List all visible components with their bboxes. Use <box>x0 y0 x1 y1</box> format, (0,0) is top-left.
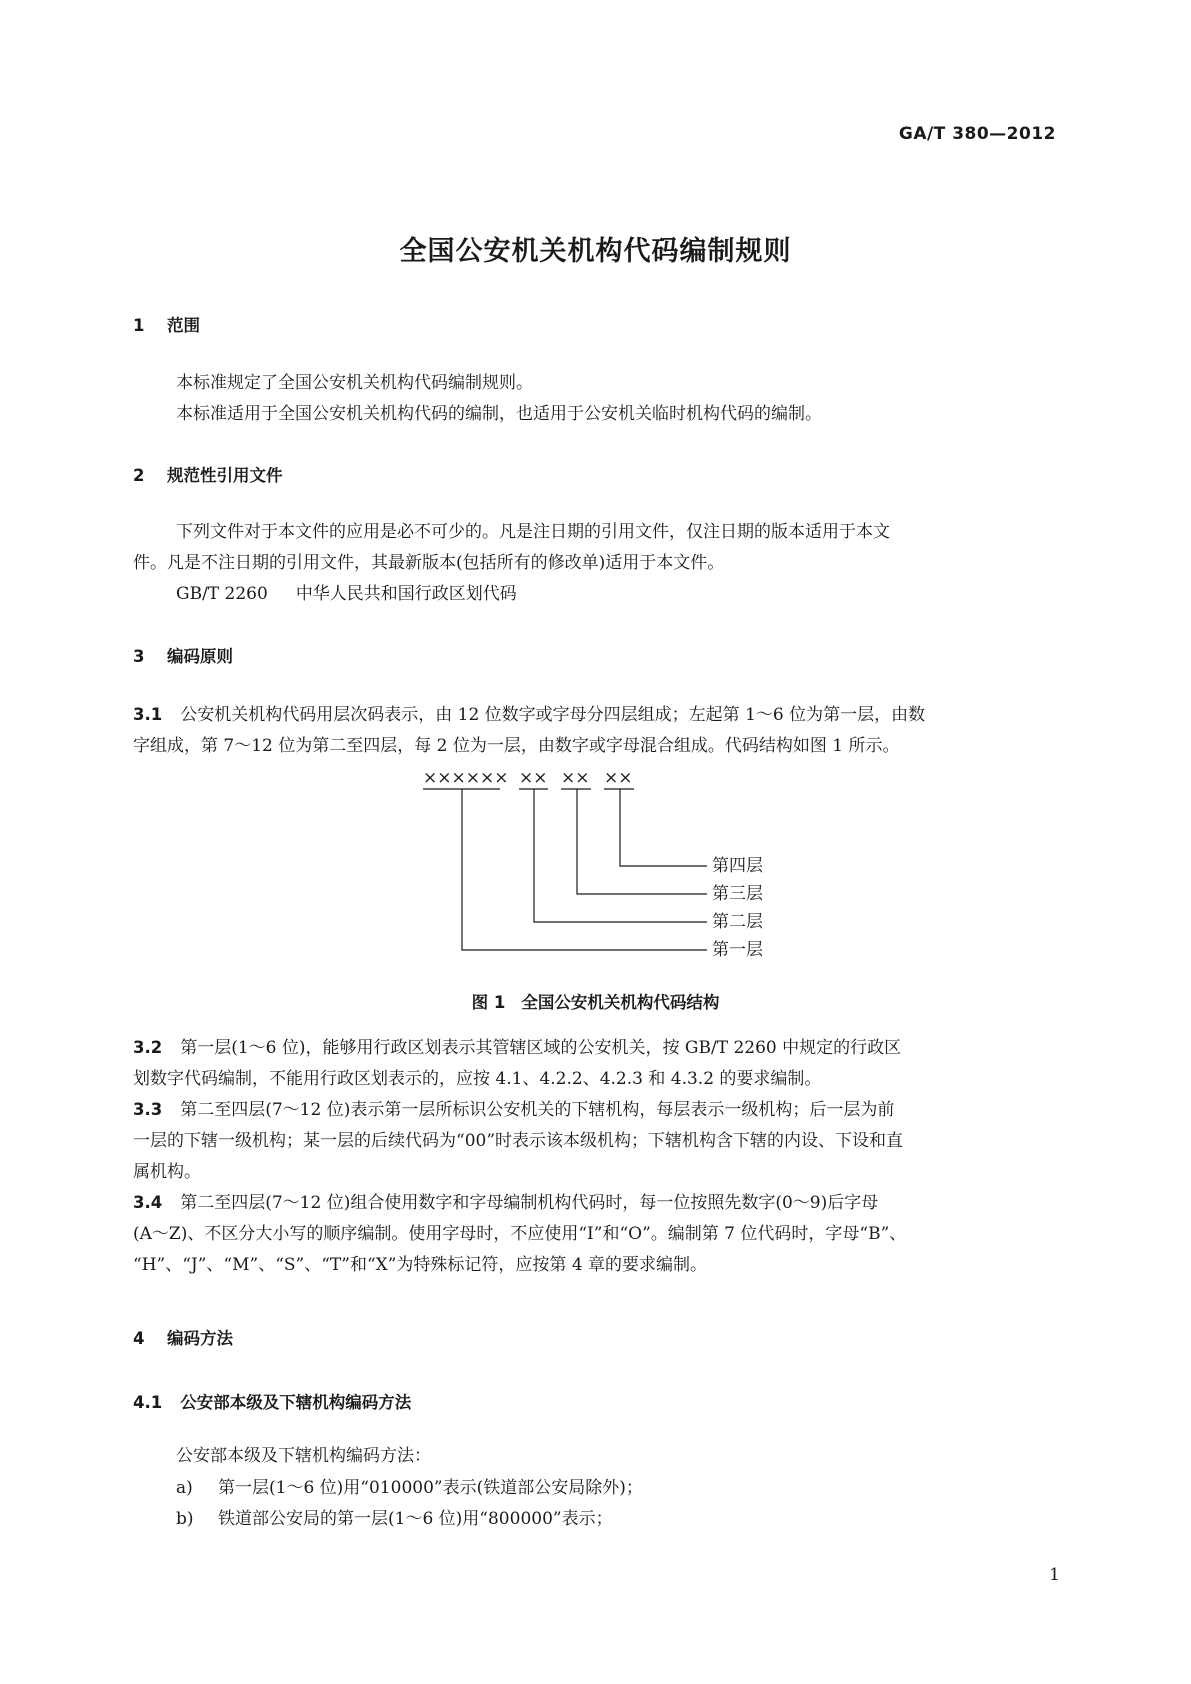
section-2-paragraph-line-2: 件。凡是不注日期的引用文件，其最新版本(包括所有的修改单)适用于本文件。 <box>133 553 725 573</box>
label-layer-1: 第一层 <box>712 940 763 960</box>
section-1-paragraph-2: 本标准适用于全国公安机关机构代码的编制，也适用于公安机关临时机构代码的编制。 <box>176 404 822 424</box>
clause-3-4-line-3: “H”、“J”、“M”、“S”、“T”和“X”为特殊标记符，应按第 4 章的要求编制。 <box>133 1255 708 1275</box>
subsection-4-1-heading <box>133 1389 411 1413</box>
code-digits-layer-4: ×× <box>604 768 633 788</box>
section-3-number: 3 <box>133 647 145 666</box>
figure-1-caption <box>0 989 1191 1013</box>
section-2-paragraph-line-1: 下列文件对于本文件的应用是必不可少的。凡是注日期的引用文件，仅注日期的版本适用于本文 <box>176 522 890 542</box>
clause-3-4-line-2: (A～Z)、不区分大小写的顺序编制。使用字母时，不应使用“I”和“O”。编制第 7 位代码时，字母“B”、 <box>133 1224 907 1244</box>
subsection-4-1-intro: 公安部本级及下辖机构编码方法： <box>176 1446 431 1466</box>
clause-3-3-number: 3.3 <box>133 1100 163 1119</box>
list-item-a-text: 第一层(1～6 位)用“010000”表示(铁道部公安局除外)； <box>218 1478 643 1498</box>
connector-layer-4 <box>620 789 707 866</box>
clause-3-2 <box>133 1032 1061 1095</box>
section-1-paragraph-1: 本标准规定了全国公安机关机构代码编制规则。 <box>176 373 533 393</box>
code-digits-layer-2: ×× <box>519 768 548 788</box>
figure-1-caption-prefix: 图 1 <box>471 993 506 1012</box>
list-item-b-text: 铁道部公安局的第一层(1～6 位)用“800000”表示； <box>218 1509 613 1529</box>
section-3-title: 编码原则 <box>167 647 233 666</box>
clause-3-2-line-2: 划数字代码编制，不能用行政区划表示的，应按 4.1、4.2.2、4.2.3 和 4.3.2 的要求编制。 <box>133 1069 822 1089</box>
clause-3-1-line-2: 字组成，第 7～12 位为第二至四层，每 2 位为一层，由数字或字母混合组成。代码结构如图 1 所示。 <box>133 736 900 756</box>
connector-layer-1 <box>462 789 707 950</box>
list-item-a <box>176 1473 643 1498</box>
standard-code: GA/T 380—2012 <box>898 124 1056 144</box>
clause-3-1-number: 3.1 <box>133 705 163 724</box>
list-item-b <box>176 1504 613 1529</box>
label-layer-2: 第二层 <box>712 912 763 932</box>
clause-3-2-number: 3.2 <box>133 1038 163 1057</box>
subsection-4-1-title: 公安部本级及下辖机构编码方法 <box>180 1393 412 1412</box>
figure-1-caption-text: 全国公安机关机构代码结构 <box>521 993 720 1012</box>
code-digits-layer-3: ×× <box>561 768 590 788</box>
page-number: 1 <box>1049 1565 1060 1585</box>
list-item-b-label: b) <box>176 1509 194 1529</box>
section-1-number: 1 <box>133 316 145 335</box>
clause-3-4-line-1: 第二至四层(7～12 位)组合使用数字和字母编制机构代码时，每一位按照先数字(0～9)后字母 <box>180 1193 879 1213</box>
clause-3-3-line-1: 第二至四层(7～12 位)表示第一层所标识公安机关的下辖机构，每层表示一级机构；后一层为前 <box>180 1100 895 1120</box>
clause-3-2-line-1: 第一层(1～6 位)，能够用行政区划表示其管辖区域的公安机关，按 GB/T 2260 中规定的行政区 <box>180 1038 902 1058</box>
reference-code: GB/T 2260 <box>176 584 268 604</box>
clause-3-3-line-3: 属机构。 <box>133 1162 201 1182</box>
section-1-title: 范围 <box>167 316 200 335</box>
list-item-a-label: a) <box>176 1478 193 1498</box>
clause-3-3-line-2: 一层的下辖一级机构；某一层的后续代码为“00”时表示该本级机构；下辖机构含下辖的内设、下设和直 <box>133 1131 904 1151</box>
clause-3-4 <box>133 1187 1061 1281</box>
section-4-number: 4 <box>133 1329 145 1348</box>
subsection-4-1-number: 4.1 <box>133 1393 163 1412</box>
clause-3-3 <box>133 1094 1061 1188</box>
clause-3-4-number: 3.4 <box>133 1193 163 1212</box>
label-layer-3: 第三层 <box>712 884 763 904</box>
section-2-title: 规范性引用文件 <box>167 466 283 485</box>
code-digits-layer-1: ×××××× <box>423 768 509 788</box>
section-4-heading <box>133 1325 233 1349</box>
section-4-title: 编码方法 <box>167 1329 233 1348</box>
document-title: 全国公安机关机构代码编制规则 <box>399 236 792 267</box>
label-layer-4: 第四层 <box>712 856 763 876</box>
connector-layer-3 <box>577 789 707 894</box>
clause-3-1-line-1: 公安机关机构代码用层次码表示，由 12 位数字或字母分四层组成；左起第 1～6 位为第一层，由数 <box>180 705 926 725</box>
reference-title: 中华人民共和国行政区划代码 <box>295 584 517 604</box>
section-2-number: 2 <box>133 466 145 485</box>
